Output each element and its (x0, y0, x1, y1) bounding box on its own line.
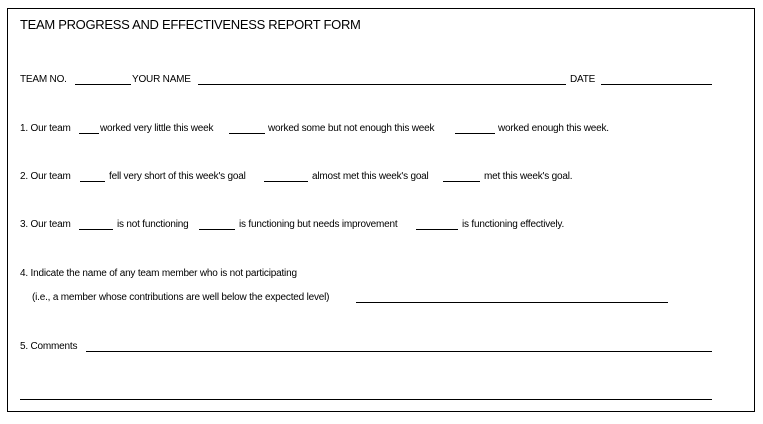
q3-blank-1[interactable] (79, 229, 113, 230)
q2-blank-2[interactable] (264, 181, 308, 182)
q1-option-3: worked enough this week. (498, 123, 609, 134)
q1-blank-2[interactable] (229, 133, 265, 134)
comments-line-2[interactable] (20, 399, 712, 400)
team-no-label: TEAM NO. (20, 74, 67, 85)
q3-blank-2[interactable] (199, 229, 235, 230)
q1-blank-3[interactable] (455, 133, 495, 134)
q1-option-2: worked some but not enough this week (268, 123, 435, 134)
q3-option-1: is not functioning (117, 219, 189, 230)
q3-prefix: 3. Our team (20, 219, 71, 230)
q1-blank-1[interactable] (79, 133, 99, 134)
q2-prefix: 2. Our team (20, 171, 71, 182)
date-label: DATE (570, 74, 596, 85)
q2-option-1: fell very short of this week's goal (109, 171, 246, 182)
q1-prefix: 1. Our team (20, 123, 71, 134)
q4-member-name-field[interactable] (356, 302, 668, 303)
q2-option-2: almost met this week's goal (312, 171, 429, 182)
q3-blank-3[interactable] (416, 229, 458, 230)
q3-option-3: is functioning effectively. (462, 219, 565, 230)
q2-blank-3[interactable] (443, 181, 480, 182)
q2-option-3: met this week's goal. (484, 171, 573, 182)
your-name-field[interactable] (198, 84, 566, 85)
date-field[interactable] (601, 84, 712, 85)
q4-question: 4. Indicate the name of any team member who is not participating (20, 268, 297, 279)
q4-clarification: (i.e., a member whose contributions are well below the expected level) (32, 292, 330, 303)
q1-option-1: worked very little this week (100, 123, 214, 134)
q2-blank-1[interactable] (80, 181, 105, 182)
team-no-field[interactable] (75, 84, 131, 85)
comments-line-1[interactable] (86, 351, 712, 352)
form-title: TEAM PROGRESS AND EFFECTIVENESS REPORT FORM (20, 17, 361, 32)
q3-option-2: is functioning but needs improvement (239, 219, 398, 230)
your-name-label: YOUR NAME (132, 74, 191, 85)
q5-comments-label: 5. Comments (20, 341, 78, 352)
